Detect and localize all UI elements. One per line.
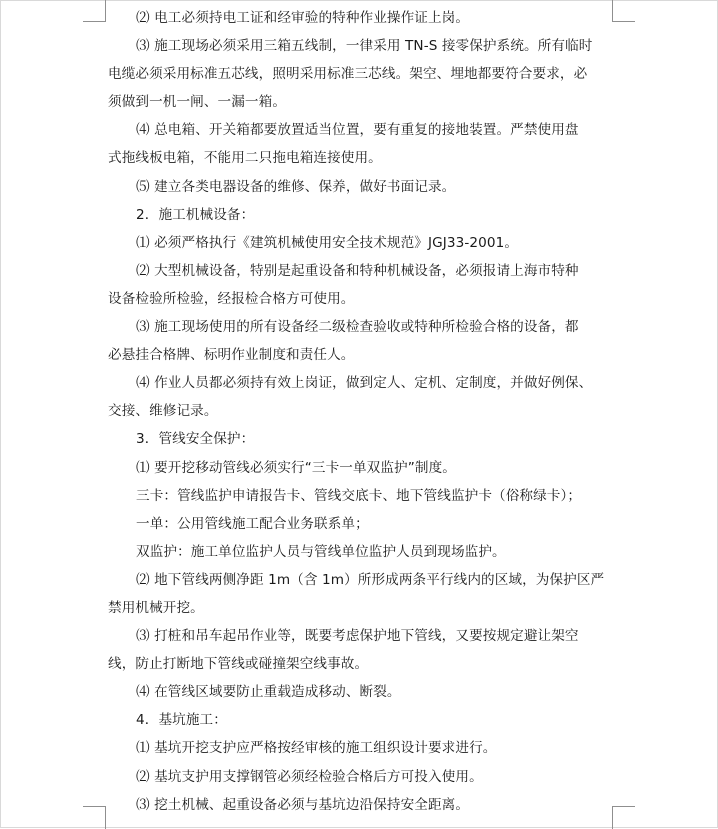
- paragraph-line: ⑵ 电工必须持电工证和经审验的特种作业操作证上岗。: [136, 10, 470, 26]
- paragraph-line: 电缆必须采用标准五芯线，照明采用标准三芯线。架空、埋地都要符合要求，必: [108, 66, 588, 83]
- paragraph-line: ⑴ 要开挖移动管线必须实行“三卡一单双监护”制度。: [136, 459, 456, 476]
- paragraph-line: 必悬挂合格牌、标明作业制度和责任人。: [108, 347, 355, 364]
- paragraph-line: ⑶ 打桩和吊车起吊作业等，既要考虑保护地下管线，又要按规定避让架空: [136, 628, 579, 645]
- section-heading: 2．施工机械设备：: [136, 206, 255, 223]
- paragraph-line: ⑷ 在管线区域要防止重载造成移动、断裂。: [136, 684, 401, 701]
- margin-corner-mark: [612, 0, 635, 22]
- margin-corner-mark: [83, 0, 106, 22]
- paragraph-line: ⑸ 建立各类电器设备的维修、保养，做好书面记录。: [136, 178, 456, 195]
- paragraph-line: 式拖线板电箱，不能用二只拖电箱连接使用。: [108, 150, 382, 167]
- paragraph-line: 禁用机械开挖。: [108, 599, 204, 616]
- paragraph-line: 双监护：施工单位监护人员与管线单位监护人员到现场监护。: [136, 543, 506, 560]
- paragraph-line: 三卡：管线监护申请报告卡、管线交底卡、地下管线监护卡（俗称绿卡）；: [136, 487, 582, 504]
- paragraph-line: ⑶ 挖土机械、起重设备必须与基坑边沿保持安全距离。: [136, 796, 470, 813]
- margin-corner-mark: [83, 806, 106, 829]
- paragraph-line: ⑴ 必须严格执行《建筑机械使用安全技术规范》JGJ33-2001。: [136, 234, 519, 251]
- paragraph-line: ⑷ 总电箱、开关箱都要放置适当位置，要有重复的接地装置。严禁使用盘: [136, 122, 579, 139]
- paragraph-line: 须做到一机一闸、一漏一箱。: [108, 94, 287, 111]
- document-body: [108, 4, 613, 819]
- margin-corner-mark: [612, 806, 635, 829]
- paragraph-line: ⑵ 地下管线两侧净距 1m（含 1m）所形成两条平行线内的区域，为保护区严: [136, 571, 605, 588]
- paragraph-line: 一单：公用管线施工配合业务联系单；: [136, 515, 369, 532]
- paragraph-line: 交接、维修记录。: [108, 403, 218, 420]
- paragraph-line: ⑷ 作业人员都必须持有效上岗证，做到定人、定机、定制度，并做好例保、: [136, 375, 593, 392]
- paragraph-line: ⑵ 基坑支护用支撑钢管必须经检验合格后方可投入使用。: [136, 768, 483, 785]
- paragraph-line: ⑵ 大型机械设备，特别是起重设备和特种机械设备，必须报请上海市特种: [136, 262, 579, 279]
- paragraph-line: 线，防止打断地下管线或碰撞架空线事故。: [108, 656, 369, 673]
- paragraph-line: ⑶ 施工现场必须采用三箱五线制，一律采用 TN-S 接零保护系统。所有临时: [136, 38, 593, 55]
- paragraph-line: 设备检验所检验，经报检合格方可使用。: [108, 290, 355, 307]
- paragraph-line: ⑶ 施工现场使用的所有设备经二级检查验收或特种所检验合格的设备，都: [136, 319, 579, 336]
- section-heading: 4．基坑施工：: [136, 712, 227, 729]
- paragraph-line: ⑴ 基坑开挖支护应严格按经审核的施工组织设计要求进行。: [136, 740, 497, 757]
- section-heading: 3．管线安全保护：: [136, 431, 255, 448]
